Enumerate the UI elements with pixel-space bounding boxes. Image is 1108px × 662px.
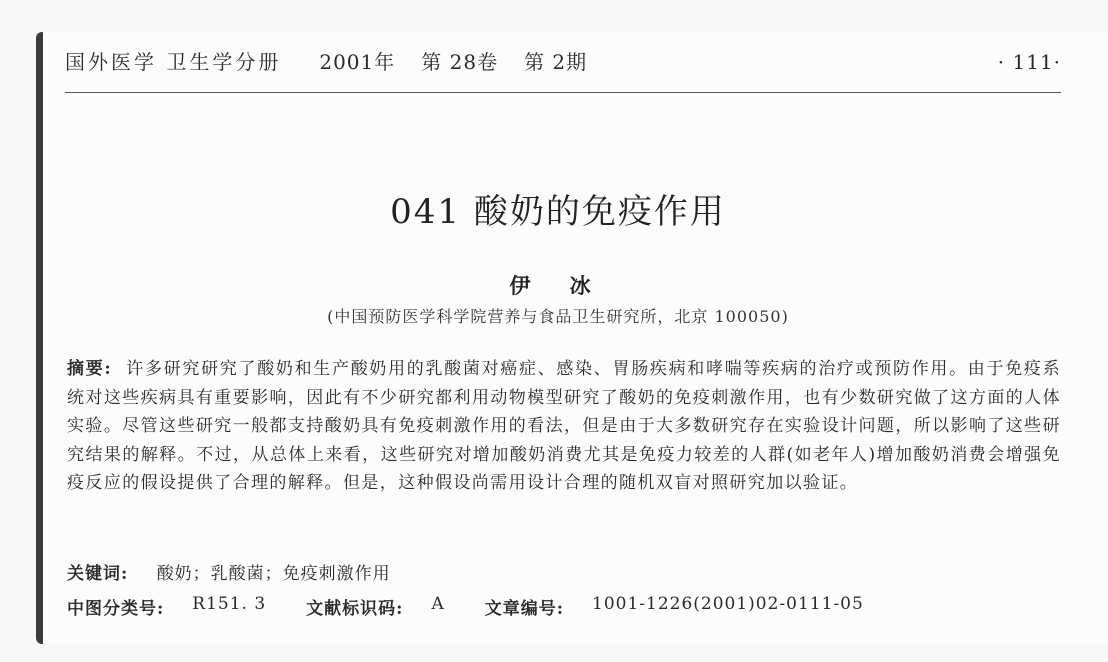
abstract: [67, 355, 1061, 498]
issue-number: 第 2期: [524, 50, 588, 74]
article-number-label: 文章编号:: [484, 599, 564, 619]
keywords-line: [67, 559, 1061, 584]
article-author: 伊 冰: [509, 273, 607, 298]
running-header: [65, 46, 1061, 75]
header-divider: [65, 92, 1061, 93]
abstract-label: 摘要:: [67, 359, 113, 379]
author-affiliation: (中国预防医学科学院营养与食品卫生研究所，北京 100050): [327, 307, 789, 326]
publication-year: 2001年: [319, 50, 396, 74]
document-code-value: A: [431, 594, 445, 614]
journal-name: 国外医学 卫生学分册: [65, 50, 282, 74]
journal-page: [36, 32, 1108, 644]
volume-number: 第 28卷: [421, 50, 499, 74]
classification-line: [67, 594, 1061, 619]
keywords-label: 关键词:: [67, 564, 129, 584]
document-code-label: 文献标识码:: [306, 599, 404, 619]
keywords-text: 酸奶；乳酸菌；免疫刺激作用: [156, 564, 391, 584]
clc-label: 中图分类号:: [67, 599, 165, 619]
page-number: · 111·: [997, 50, 1061, 74]
abstract-text: 许多研究研究了酸奶和生产酸奶用的乳酸菌对癌症、感染、胃肠疾病和哮喘等疾病的治疗或预防作用。由于免疫系统对这些疾病具有重要影响，因此有不少研究都利用动物模型研究了酸奶的免疫刺激作用，也有少数研究做了这方面的人体实验。尽管这些研究一般都支持酸奶具有免疫刺激作用的看法，但是由于大多数研究存在实验设计问题，所以影响了这些研究结果的解释。不过，从总体上来看，这些研究对增加酸奶消费尤其是免疫力较差的人群(如老年人)增加酸奶消费会增强免疫反应的假设提供了合理的解释。但是，这种假设尚需用设计合理的随机双盲对照研究加以验证。: [67, 359, 1062, 494]
clc-value: R151. 3: [192, 594, 267, 614]
article-title: 041 酸奶的免疫作用: [390, 192, 726, 232]
article-number-value: 1001-1226(2001)02-0111-05: [592, 594, 864, 614]
